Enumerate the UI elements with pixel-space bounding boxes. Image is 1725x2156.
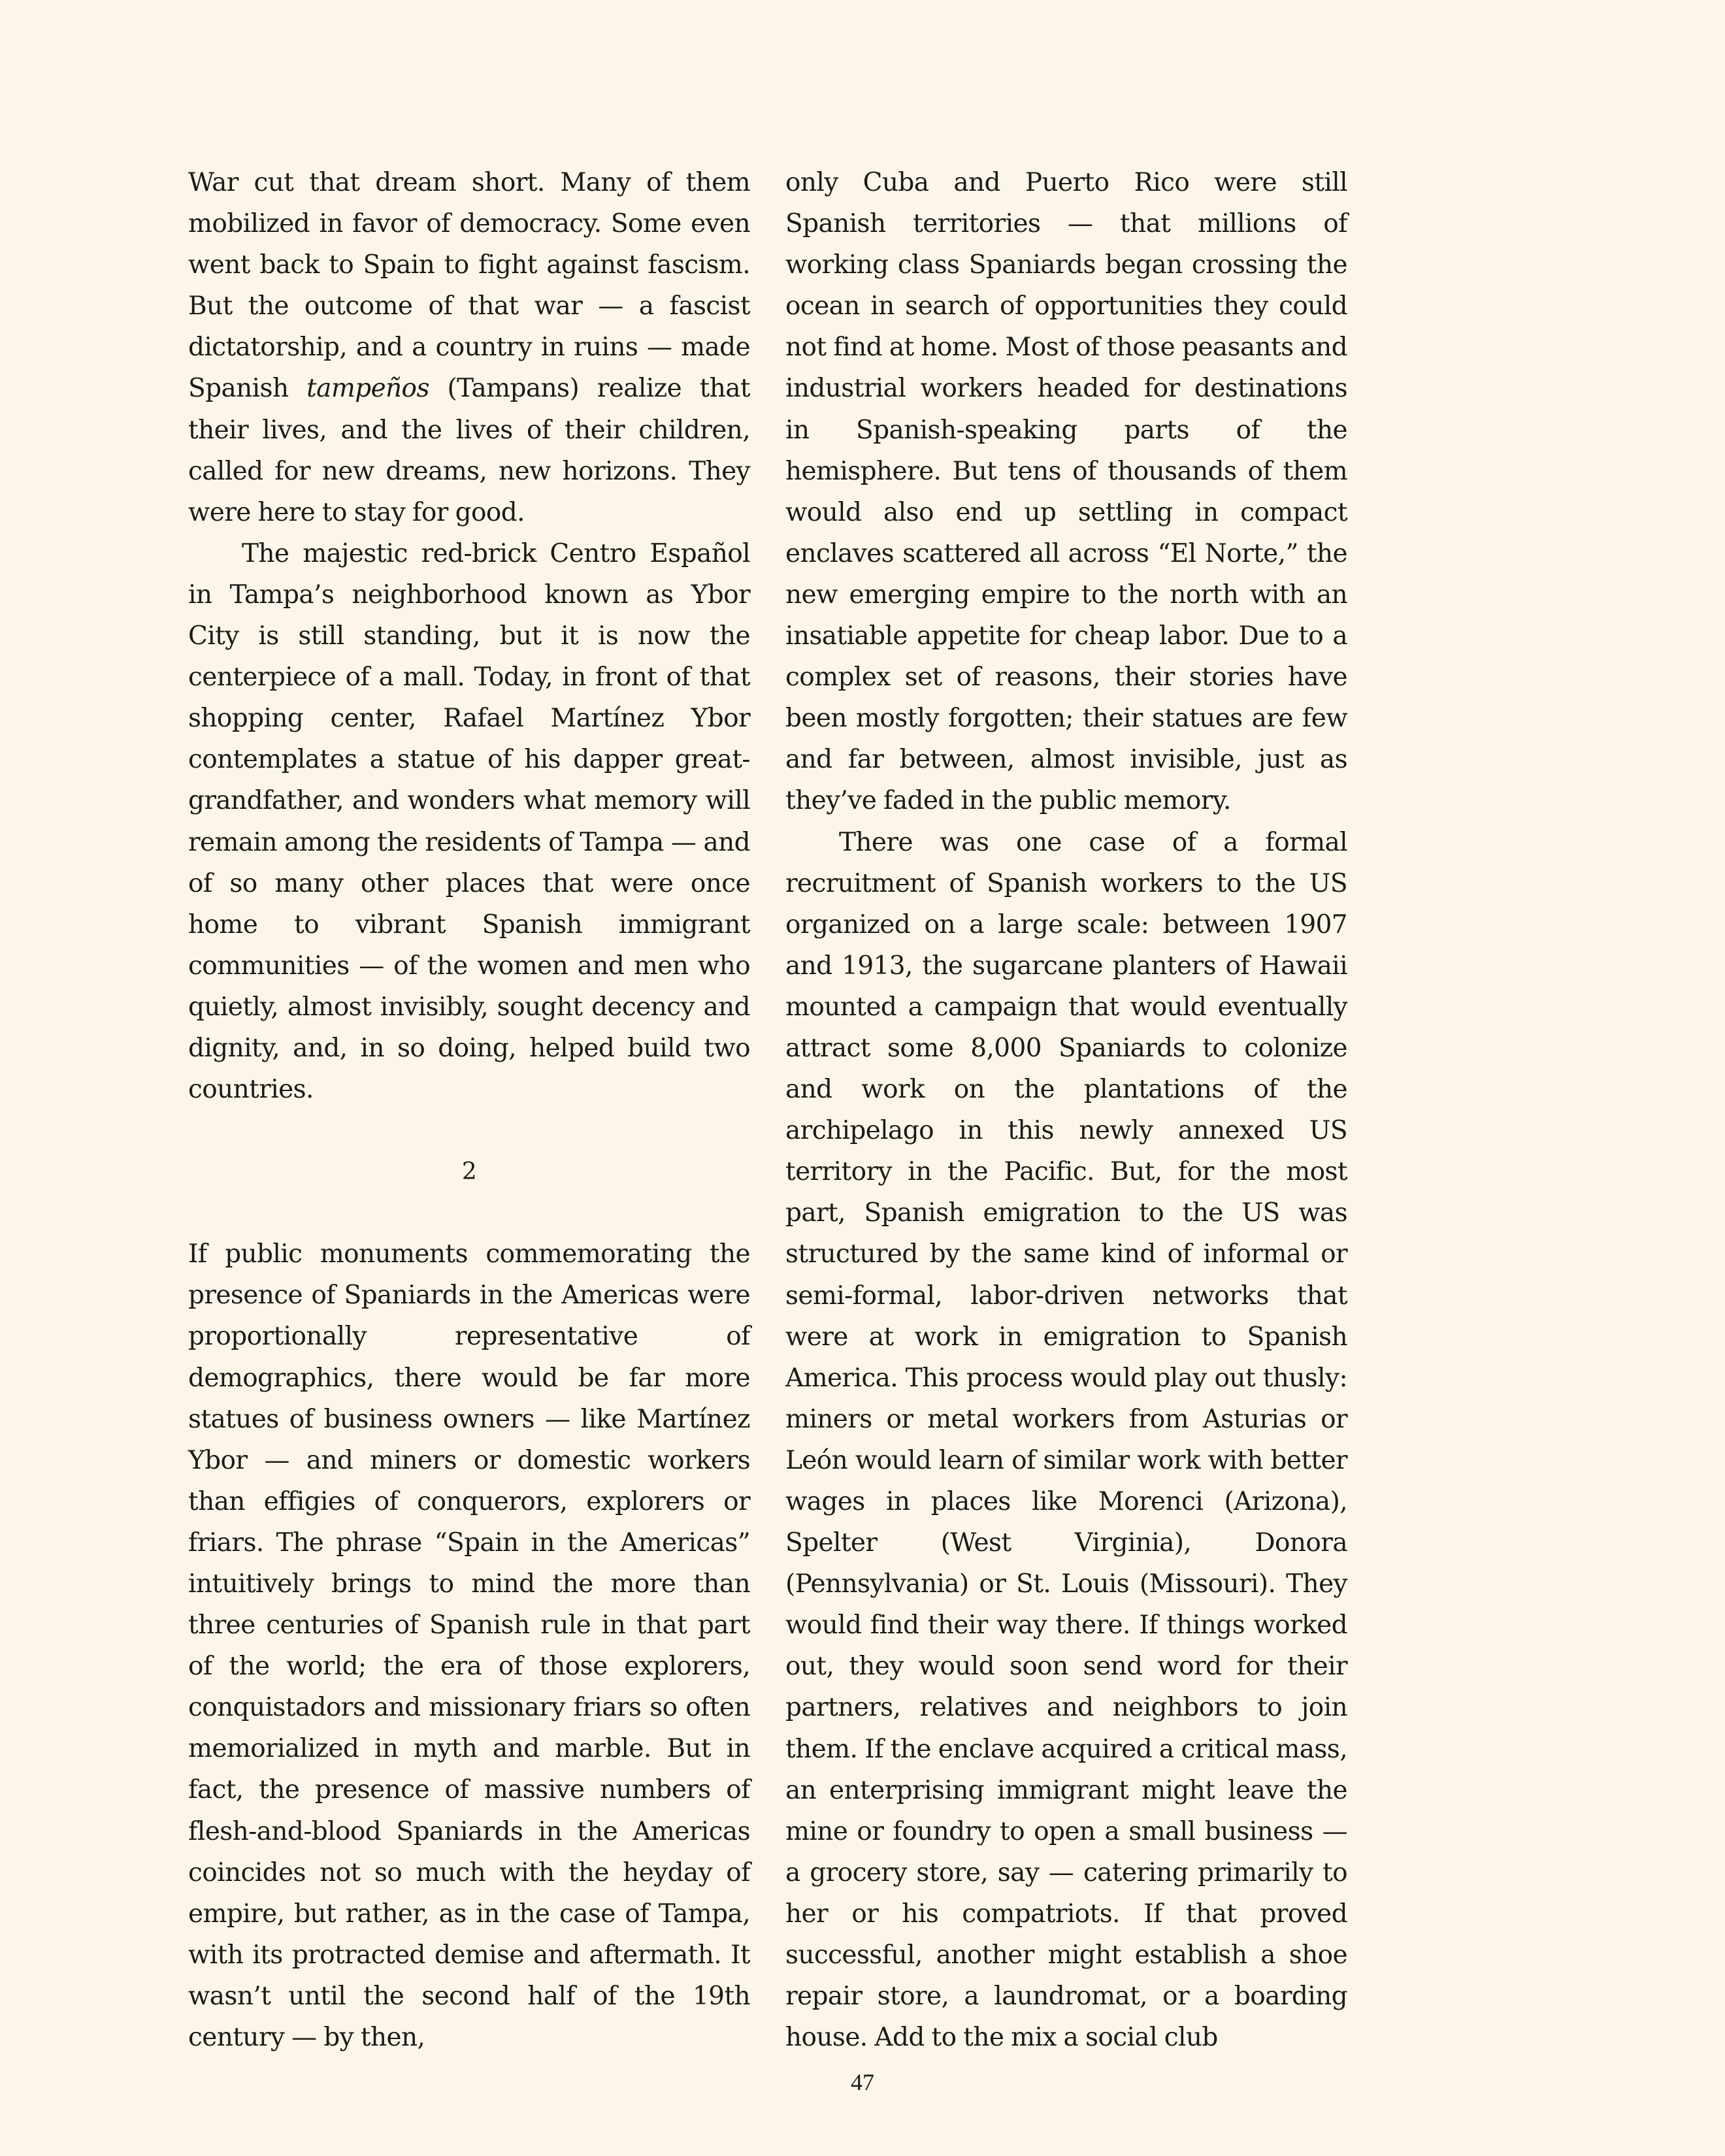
page-number: 47 xyxy=(851,2069,874,2095)
italic-term: tampeños xyxy=(306,374,429,404)
paragraph-formal-recruitment: There was one case of a formal recruitment of Spanish workers to the US organized on a large scale: between 1907 and 1913, the sugarcane planters of Hawaii mounted a campaign that would eventually attract some 8,000 Spaniards to colonize and work on the plantations of the archipelago in this newly annexed US territory in the Pacific. But, for the most part, Spanish emigration to the US was structured by the same kind of informal or semi-formal, labor-driven networks that were at work in emigration to Spanish America. This process would play out thusly: miners or metal workers from Asturias or León would learn of similar work with better wages in places like Morenci (Arizona), Spelter (West Virginia), Donora (Pennsylvania) or St. Louis (Missouri). They would find their way there. If things worked out, they would soon send word for their partners, relatives and neighbors to join them. If the enclave acquired a critical mass, an enterprising immigrant might leave the mine or foundry to open a small business — a grocery store, say — catering primarily to her or his compatriots. If that proved successful, another might establish a shoe repair store, a laundromat, or a boarding house. Add to the mix a social club xyxy=(785,827,1347,2053)
paragraph-centro-espanol: The majestic red-brick Centro Español in Tampa’s neighborhood known as Ybor City is still standing, but it is now the centerpiece of a mall. Today, in front of that shopping center, Rafael Martínez Ybor contemplates a statue of his dapper great-grandfather, and wonders what memory will remain among the residents of Tampa — and of so many other places that were once home to vibrant Spanish immigrant communities — of the women and men who quietly, almost invisibly, sought decency and dignity, and, in so doing, helped build two countries. xyxy=(188,538,750,1105)
paragraph-public-monuments: If public monuments commemorating the presence of Spaniards in the Americas were proportionally representative of demographics, there would be far more statues of business owners — like Martínez Ybor — and miners or domestic workers than effigies of conquerors, explorers or friars. The phrase “Spain in the Americas” intuitively brings to mind the more than three centuries of Spanish rule in that part of the world; the era of those explorers, conquistadors and missionary friars so often memorialized in myth and marble. But in fact, the presence of massive numbers of flesh-and-blood Spaniards in the Americas coincides not so much with the heyday of empire, but rather, as in the case of Tampa, with its protracted demise and aftermath. It wasn’t until the second half of the 19th century — by then, xyxy=(188,1239,750,2053)
paragraph-text: War cut that dream short. Many of them mobilized in favor of democracy. Some even went back to Spain to fight against fascism. But the outcome of that war — a fascist dictatorship, and a country in ruins — made Spanish xyxy=(188,168,750,404)
section-number: 2 xyxy=(461,1158,477,1186)
paragraph-text-continued: (Tampans) realize that their lives, and the lives of their children, called for new dreams, new horizons. They were here to stay for good. xyxy=(188,374,750,527)
left-column xyxy=(188,162,750,2058)
right-column xyxy=(785,162,1347,2058)
paragraph-war-cut xyxy=(188,162,750,533)
paragraph-cuba-puerto-rico: only Cuba and Puerto Rico were still Spanish territories — that millions of working class Spaniards began crossing the ocean in search of opportunities they could not find at home. Most of those peasants and industrial workers headed for destinations in Spanish-speaking parts of the hemisphere. But tens of thousands of them would also end up settling in compact enclaves scattered all across “El Norte,” the new emerging empire to the north with an insatiable appetite for cheap labor. Due to a complex set of reasons, their stories have been mostly forgotten; their statues are few and far between, almost invisible, just as they’ve faded in the public memory. xyxy=(785,168,1347,816)
